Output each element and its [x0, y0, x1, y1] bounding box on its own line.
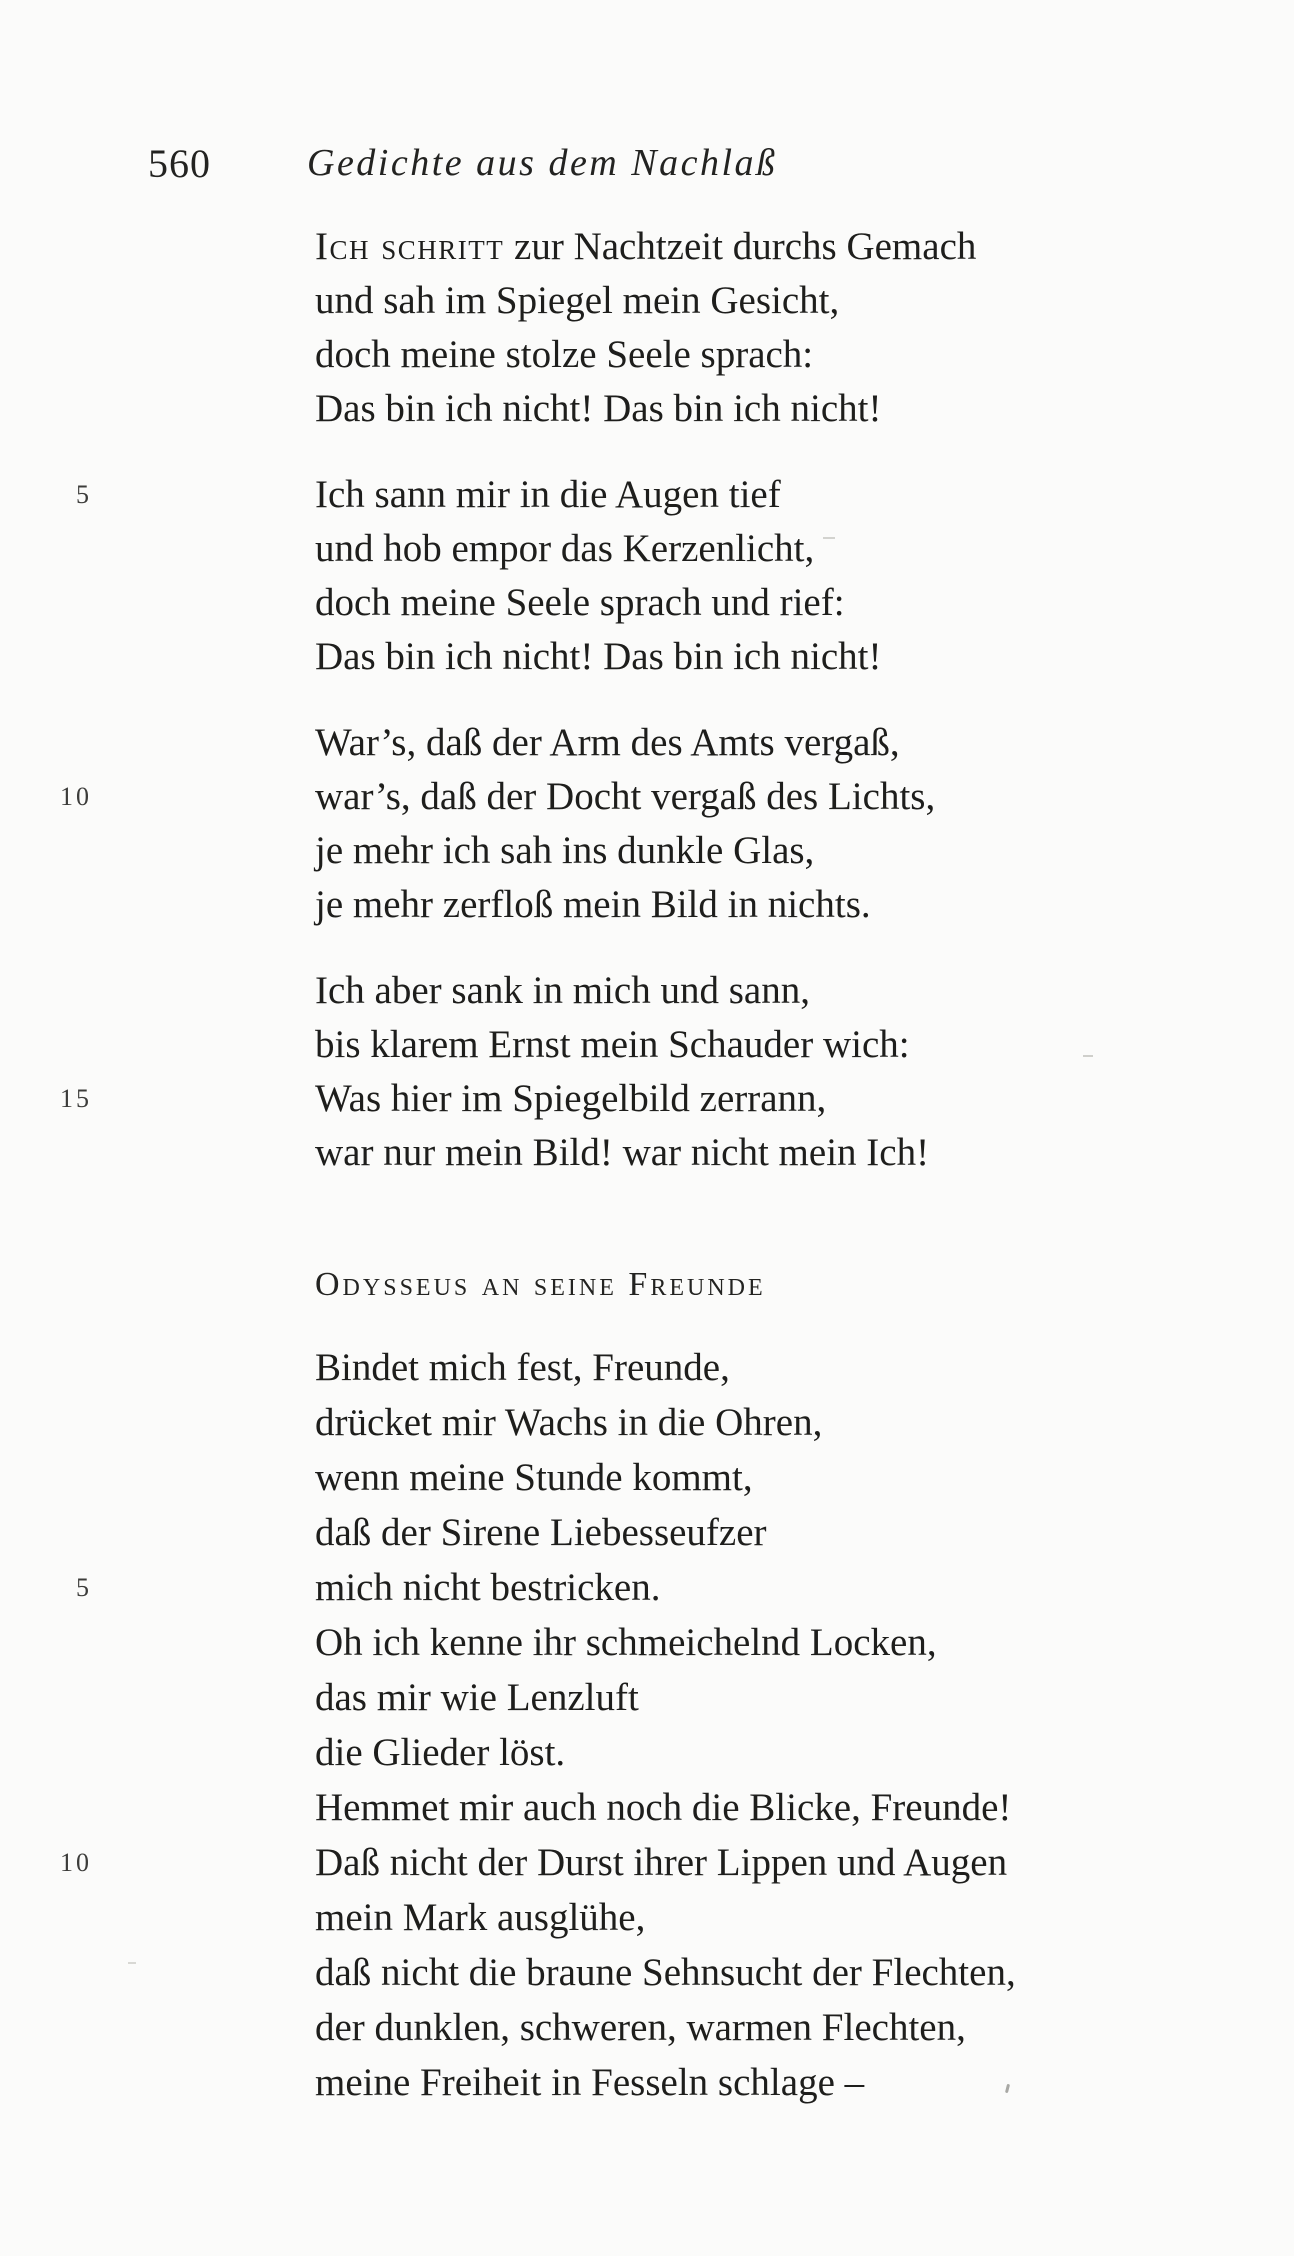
margin-line-number: 10 [60, 782, 92, 811]
poem-line: Bindet mich fest, Freunde, [315, 1346, 730, 1389]
small-caps-lead: Ich schritt [315, 225, 505, 268]
margin-line-number: 5 [76, 1573, 92, 1602]
margin-line-number: 5 [76, 480, 92, 509]
poem-line: doch meine stolze Seele sprach: [315, 333, 814, 376]
stanza [0, 220, 1294, 436]
stanza [0, 468, 1294, 684]
poem-odysseus [0, 1340, 1294, 2110]
poem-line: der dunklen, schweren, warmen Flechten, [315, 2006, 966, 2049]
poem-line: daß nicht die braune Sehnsucht der Flechten, [315, 1951, 1016, 1994]
poem-line: 5 mich nicht bestricken. [0, 1560, 1294, 1615]
running-title: Gedichte aus dem Nachlaß [307, 142, 778, 184]
poem-line: das mir wie Lenzluft [315, 1676, 639, 1719]
stanza [0, 1340, 1294, 2110]
poem-title-odysseus: Odysseus an seine Freunde [315, 1266, 766, 1303]
scan-speck [128, 1962, 136, 1964]
poem-line: drücket mir Wachs in die Ohren, [315, 1401, 823, 1444]
poem-line: war nur mein Bild! war nicht mein Ich! [315, 1131, 930, 1174]
poem-line: Ich schritt zur Nachtzeit durchs Gemach [315, 225, 977, 268]
stanza [0, 716, 1294, 932]
poem-line: wenn meine Stunde kommt, [315, 1456, 753, 1499]
poem-line: je mehr ich sah ins dunkle Glas, [315, 829, 815, 872]
poem-line: 10 war’s, daß der Docht vergaß des Lichts, [0, 770, 1294, 824]
poem-line: und sah im Spiegel mein Gesicht, [315, 279, 840, 322]
poem-line: Oh ich kenne ihr schmeichelnd Locken, [315, 1621, 937, 1664]
poem-ich-schritt [0, 220, 1294, 1180]
scan-speck [823, 537, 835, 539]
scan-speck [1083, 1055, 1093, 1057]
margin-line-number: 10 [60, 1848, 92, 1877]
poem-line: Das bin ich nicht! Das bin ich nicht! [315, 387, 882, 430]
poem-line: War’s, daß der Arm des Amts vergaß, [315, 721, 900, 764]
poem-line: meine Freiheit in Fesseln schlage – [315, 2061, 865, 2104]
poem-line: Das bin ich nicht! Das bin ich nicht! [315, 635, 882, 678]
poem-line: daß der Sirene Liebesseufzer [315, 1511, 767, 1554]
poem-line: und hob empor das Kerzenlicht, [315, 527, 815, 570]
margin-line-number: 15 [60, 1084, 92, 1113]
poem-line: Ich aber sank in mich und sann, [315, 969, 810, 1012]
poem-line: je mehr zerfloß mein Bild in nichts. [315, 883, 871, 926]
poem-line: mein Mark ausglühe, [315, 1896, 646, 1939]
page-number: 560 [148, 141, 211, 186]
poem-line: doch meine Seele sprach und rief: [315, 581, 845, 624]
poem-line: 15 Was hier im Spiegelbild zerrann, [0, 1072, 1294, 1126]
poem-line: Hemmet mir auch noch die Blicke, Freunde! [315, 1786, 1012, 1829]
poem-line: 10 Daß nicht der Durst ihrer Lippen und Augen [0, 1835, 1294, 1890]
poem-line: bis klarem Ernst mein Schauder wich: [315, 1023, 910, 1066]
page-header [0, 140, 1294, 190]
poem-line: 5 Ich sann mir in die Augen tief [0, 468, 1294, 522]
stanza [0, 964, 1294, 1180]
poem-line: die Glieder löst. [315, 1731, 566, 1774]
